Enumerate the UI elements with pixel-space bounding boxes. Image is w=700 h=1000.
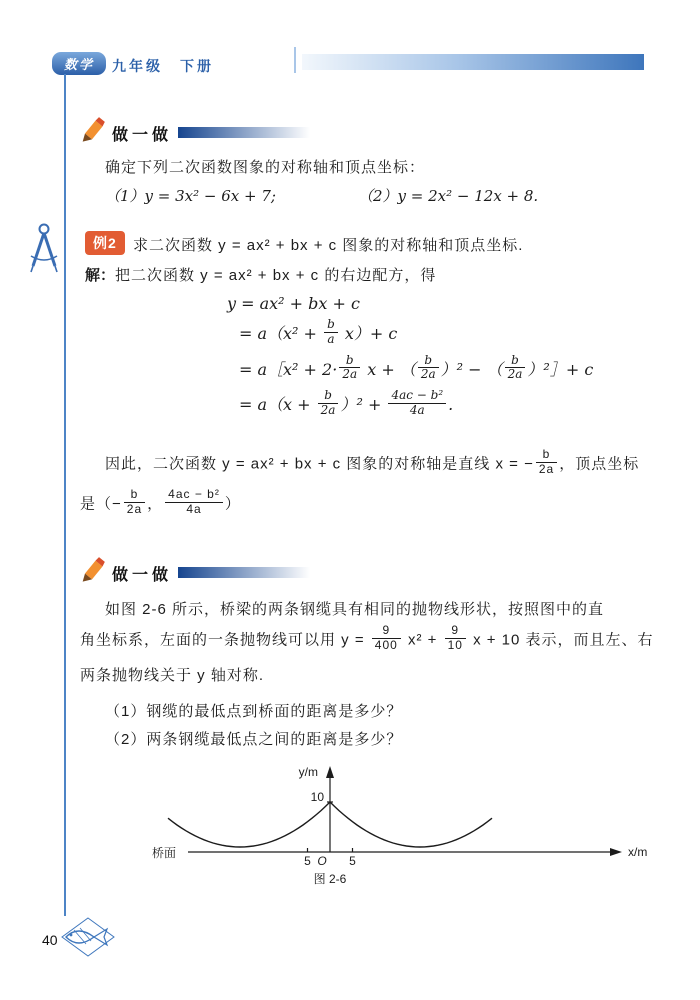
bridge-para-line-2: 角坐标系，左面的一条抛物线可以用 y = $\frac{9}{400}$ x² + $\frac{9}{10}$ x + 10 表示，而且左、右 bbox=[80, 623, 654, 652]
x-axis-arrow bbox=[610, 848, 622, 856]
derivation-line-2: = a（x² + $\frac{b}{a}$ x）+ c bbox=[239, 317, 398, 346]
left-margin-rule bbox=[64, 74, 66, 928]
doit1-gradient-bar bbox=[178, 127, 310, 138]
example2-badge: 例2 bbox=[85, 231, 125, 255]
fraction: $\frac{9}{10}$ bbox=[445, 624, 466, 653]
fraction: $\frac{b}{2a}$ bbox=[536, 448, 557, 477]
grade-title: 九年级 下册 bbox=[112, 58, 214, 74]
fraction: $\frac{\text{4ac − b²}}{4a}$ bbox=[165, 488, 223, 517]
conclusion-line-1: 因此，二次函数 y = ax² + bx + c 图象的对称轴是直线 x = − $\frac{b}{2a}$ ，顶点坐标 bbox=[105, 447, 640, 476]
bridge-figure-svg bbox=[150, 762, 650, 890]
pencil-icon bbox=[78, 116, 106, 144]
y-axis-label: y/m bbox=[298, 765, 318, 779]
fish-icon bbox=[60, 916, 116, 958]
x-axis-label: x/m bbox=[628, 845, 648, 859]
doit1-label: 做一做 bbox=[112, 127, 173, 144]
fraction: $\frac{\text{4ac − b²}}{4a}$ bbox=[388, 389, 446, 418]
fraction: $\frac{b}{a}$ bbox=[324, 318, 338, 347]
figure-caption: 图 2-6 bbox=[313, 872, 347, 886]
solution-line bbox=[85, 264, 436, 285]
question-2: （2）两条钢缆最低点之间的距离是多少？ bbox=[105, 731, 403, 748]
header-separator bbox=[294, 47, 296, 73]
exercise-item-2: （2）y = 2x² − 12x + 8. bbox=[358, 187, 539, 205]
compass-icon bbox=[24, 220, 64, 278]
derivation-block bbox=[227, 294, 593, 427]
tick-right-label: 5 bbox=[349, 854, 356, 868]
derivation-line-4: = a（x + $\frac{b}{2a}$ ）² + $\frac{\text{4ac − b²}}{4a}$ . bbox=[239, 388, 454, 417]
fraction: $\frac{b}{2a}$ bbox=[124, 488, 145, 517]
solution-text: 把二次函数 y = ax² + bx + c 的右边配方，得 bbox=[115, 267, 437, 284]
peak-value-label: 10 bbox=[310, 790, 324, 804]
solution-label: 解： bbox=[85, 267, 116, 284]
origin-label: O bbox=[317, 854, 327, 868]
header-gradient-bar bbox=[302, 54, 644, 70]
bridge-para-line-3: 两条抛物线关于 y 轴对称. bbox=[80, 667, 265, 684]
question-1: （1）钢缆的最低点到桥面的距离是多少？ bbox=[105, 703, 403, 720]
conclusion-line-2: 是（− $\frac{b}{2a}$ ， $\frac{\text{4ac − b²}}{4a}$ ） bbox=[80, 487, 241, 516]
fraction: $\frac{b}{2a}$ bbox=[505, 354, 526, 383]
bridge-deck-label: 桥面 bbox=[152, 846, 177, 860]
example2-statement: 求二次函数 y = ax² + bx + c 图象的对称轴和顶点坐标. bbox=[133, 237, 524, 254]
cable-right bbox=[330, 802, 492, 847]
pencil-icon bbox=[78, 556, 106, 584]
page-number: 40 bbox=[42, 932, 58, 948]
doit2-gradient-bar bbox=[178, 567, 310, 578]
doit1-intro: 确定下列二次函数图象的对称轴和顶点坐标： bbox=[105, 159, 426, 176]
cable-left bbox=[168, 802, 330, 847]
doit2-label: 做一做 bbox=[112, 567, 173, 584]
fraction: $\frac{b}{2a}$ bbox=[418, 354, 439, 383]
fraction: $\frac{9}{400}$ bbox=[372, 624, 401, 653]
exercise-item-1: （1）y = 3x² − 6x + 7; bbox=[105, 187, 276, 205]
derivation-line-1: y = ax² + bx + c bbox=[227, 294, 360, 313]
tick-left-label: 5 bbox=[304, 854, 311, 868]
bridge-para-line-1: 如图 2-6 所示，桥梁的两条钢缆具有相同的抛物线形状，按照图中的直 bbox=[105, 601, 605, 618]
y-axis-arrow bbox=[326, 766, 334, 778]
derivation-line-3: = a［x² + 2· $\frac{b}{2a}$ x + （ $\frac{b}{2a}$ ）² − （ $\frac{b}{2a}$ ）²］+ c bbox=[239, 352, 594, 382]
fraction: $\frac{b}{2a}$ bbox=[318, 389, 339, 418]
fraction: $\frac{b}{2a}$ bbox=[339, 354, 360, 383]
math-logo: 数学 bbox=[52, 52, 106, 75]
